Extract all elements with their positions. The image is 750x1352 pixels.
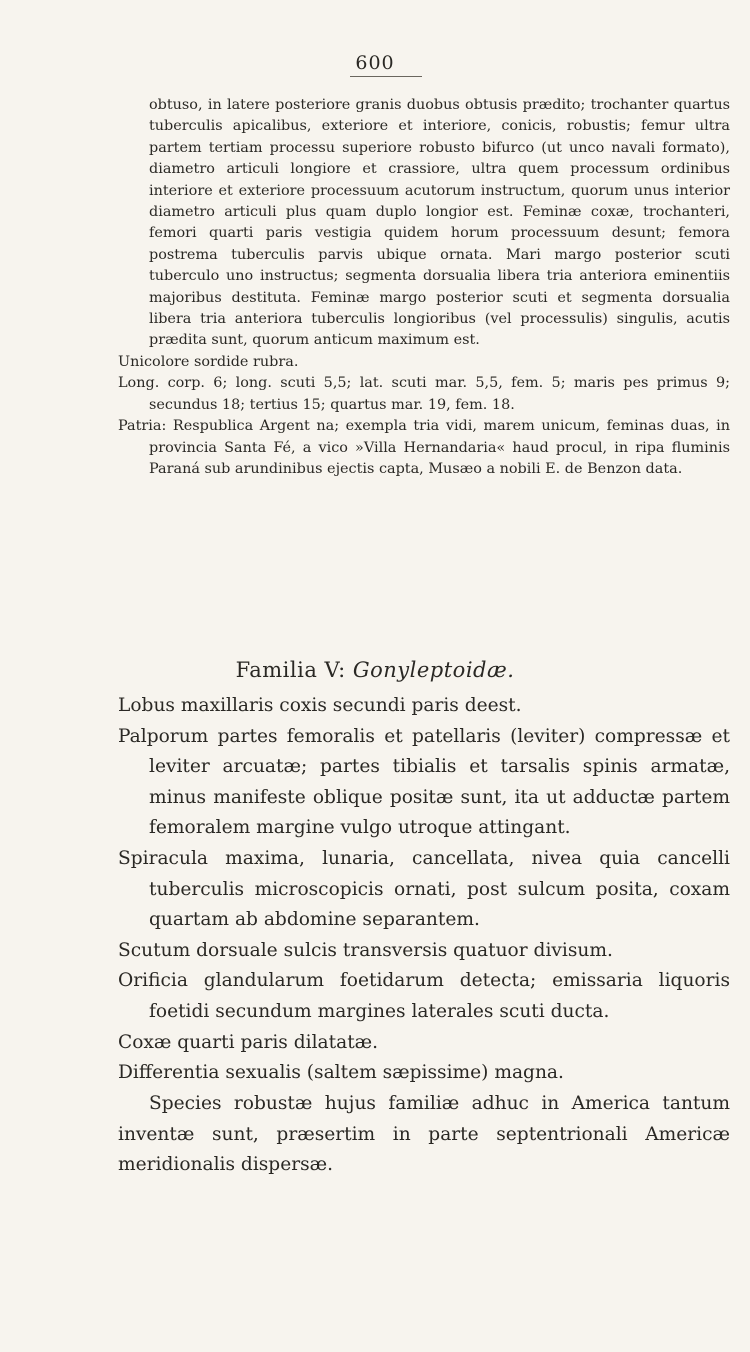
locality-line: Patria: Respublica Argent na; exempla tria vidi, marem unicum, feminas duas, in provincia Santa Fé, a vico »Villa Hernandaria« haud procul, in ripa fluminis Paraná sub arundinibus ejectis capta, Musæo a nobili E. de Benzon data. <box>118 418 730 477</box>
family-characters <box>118 691 730 1089</box>
closing-paragraph: Species robustæ hujus familiæ adhuc in America tantum inventæ sunt, præsertim in parte septentrionali Americæ meridionalis dispersæ. <box>118 1093 730 1176</box>
color-line: Unicolore sordide rubra. <box>118 353 299 370</box>
continued-paragraph: obtuso, in latere posteriore granis duobus obtusis prædito; trochanter quartus tuberculis apicalibus, exteriore et interiore, conicis, robustis; femur ultra partem tertiam processu superiore robusto bifurco (ut unco navali formato), diametro articuli longiore et crassiore, ultra quem processum ordinibus interiore et exteriore processuum acutorum instructum, quorum unus interior diametro articuli plus quam duplo longior est. Feminæ coxæ, trochanteri, femori quarti paris vestigia quidem horum processuum desunt; femora postrema tuberculis parvis ubique ornata. Mari margo posterior scuti tuberculo uno instructus; segmenta dorsualia libera tria anteriora eminentiis majoribus destituta. Feminæ margo posterior scuti et segmenta dorsualia libera tria anteriora tuberculis longioribus (vel processulis) singulis, acutis prædita sunt, quorum anticum maximum est. <box>149 97 730 349</box>
character-item: Orificia glandularum foetidarum detecta; emissaria liquoris foetidi secundum margines laterales scuti ducta. <box>118 970 730 1022</box>
species-description <box>118 95 730 480</box>
character-item: Differentia sexualis (saltem sæpissime) magna. <box>118 1062 564 1084</box>
family-label: Familia V: <box>235 658 346 682</box>
page-number-rule <box>350 76 422 77</box>
measurements-line: Long. corp. 6; long. scuti 5,5; lat. scuti mar. 5,5, fem. 5; maris pes primus 9; secundus 18; tertius 15; quartus mar. 19, fem. 18. <box>118 375 730 413</box>
page-number: 600 <box>355 52 395 74</box>
family-name: Gonyleptoidæ. <box>352 658 515 682</box>
character-item: Scutum dorsuale sulcis transversis quatuor divisum. <box>118 939 613 961</box>
character-item: Spiracula maxima, lunaria, cancellata, nivea quia cancelli tuberculis microscopicis ornati, post sulcum posita, coxam quartam ab abdomine separantem. <box>118 847 730 931</box>
character-item: Coxæ quarti paris dilatatæ. <box>118 1031 379 1053</box>
family-heading <box>0 658 750 682</box>
character-item: Lobus maxillaris coxis secundi paris deest. <box>118 695 522 716</box>
character-item: Palporum partes femoralis et patellaris (leviter) compressæ et leviter arcuatæ; partes tibialis et tarsalis spinis armatæ, minus manifeste oblique positæ sunt, ita ut adductæ partem femoralem margine vulgo utroque attingant. <box>118 725 730 839</box>
